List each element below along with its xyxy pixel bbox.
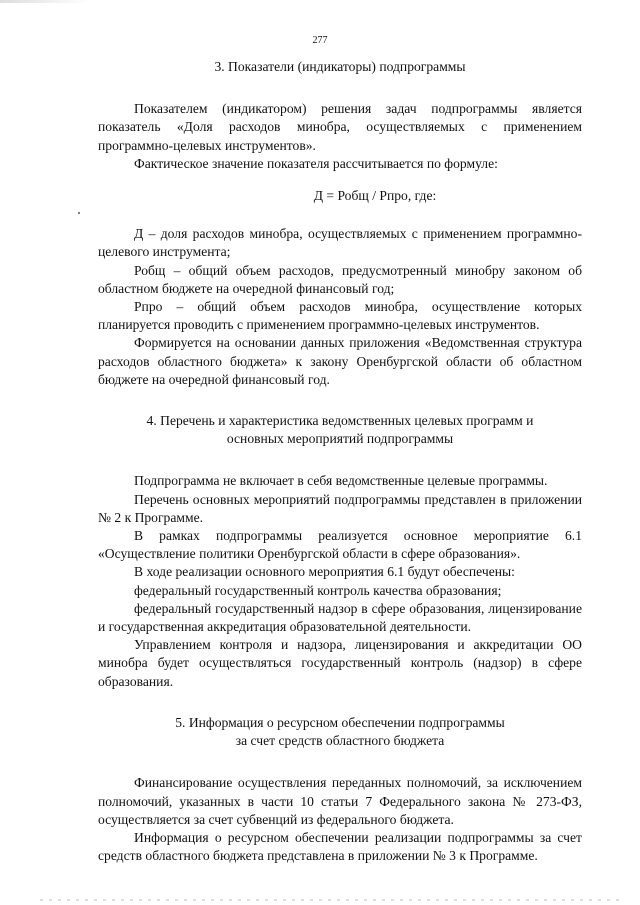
page-number: 277 — [312, 35, 328, 46]
section-3-paragraph: Фактическое значение показателя рассчитывается по формуле: — [134, 155, 498, 171]
section-4-paragraph: Управлением контроля и надзора, лицензирования и аккредитации ОО минобра будет осуществляться государственный контроль (надзор) в сфере образования. — [98, 637, 582, 689]
scan-artifact-top — [0, 0, 90, 3]
section-5-paragraph: Информация о ресурсном обеспечении реализации подпрограммы за счет средств областного бюджета представлена в приложении № 3 к Программе. — [98, 829, 582, 864]
section-4-list-item: федеральный государственный надзор в сфере образования, лицензирование и государственная аккредитация образовательной деятельности. — [98, 600, 582, 635]
section-5-paragraph: Финансирование осуществления переданных полномочий, за исключением полномочий, указанных в части 10 статьи 7 Федерального закона № 273-ФЗ, осуществляется за счет субвенций из федерального бюджета. — [98, 775, 582, 827]
section-4-paragraph: В ходе реализации основного мероприятия 6.1 будут обеспечены: — [134, 564, 515, 580]
section-4-paragraph: Подпрограмма не включает в себя ведомственные целевые программы. — [134, 473, 548, 489]
section-5-heading-line-2: за счет средств областного бюджета — [235, 733, 445, 749]
scan-speck — [78, 212, 80, 214]
formula: Д = Робщ / Рпро, где: — [313, 188, 437, 204]
definition-d: Д – доля расходов минобра, осуществляемых с применением программно-целевого инструмента; — [98, 226, 582, 260]
document-body — [98, 58, 582, 865]
definition-robsch: Робщ – общий объем расходов, предусмотренный минобру законом об областном бюджете на очередной финансовый год; — [98, 262, 582, 296]
scan-artifact-bottom — [40, 899, 620, 901]
definition-source: Формируется на основании данных приложения «Ведомственная структура расходов областного бюджета» к закону Оренбургской области об областном бюджете на очередной финансовый год. — [98, 335, 582, 387]
section-4-heading-line-2: основных мероприятий подпрограммы — [226, 431, 454, 447]
section-4-heading-line-1: 4. Перечень и характеристика ведомственных целевых программ и — [146, 413, 534, 429]
section-4-paragraph: В рамках подпрограммы реализуется основное мероприятие 6.1 «Осуществление политики Оренбургской области в сфере образования». — [98, 528, 582, 562]
section-5-heading-line-1: 5. Информация о ресурсном обеспечении подпрограммы — [175, 714, 505, 730]
section-4-paragraph: Перечень основных мероприятий подпрограммы представлен в приложении № 2 к Программе. — [98, 491, 582, 525]
section-4-list-item: федеральный государственный контроль качества образования; — [134, 582, 502, 598]
definition-rpro: Рпро – общий объем расходов минобра, осуществление которых планируется проводить с применением программно-целевых инструментов. — [98, 299, 582, 333]
section-3-paragraph: Показателем (индикатором) решения задач подпрограммы является показатель «Доля расходов минобра, осуществляемых с применением программно-целевых инструментов». — [98, 101, 582, 153]
section-3-heading: 3. Показатели (индикаторы) подпрограммы — [214, 59, 466, 74]
